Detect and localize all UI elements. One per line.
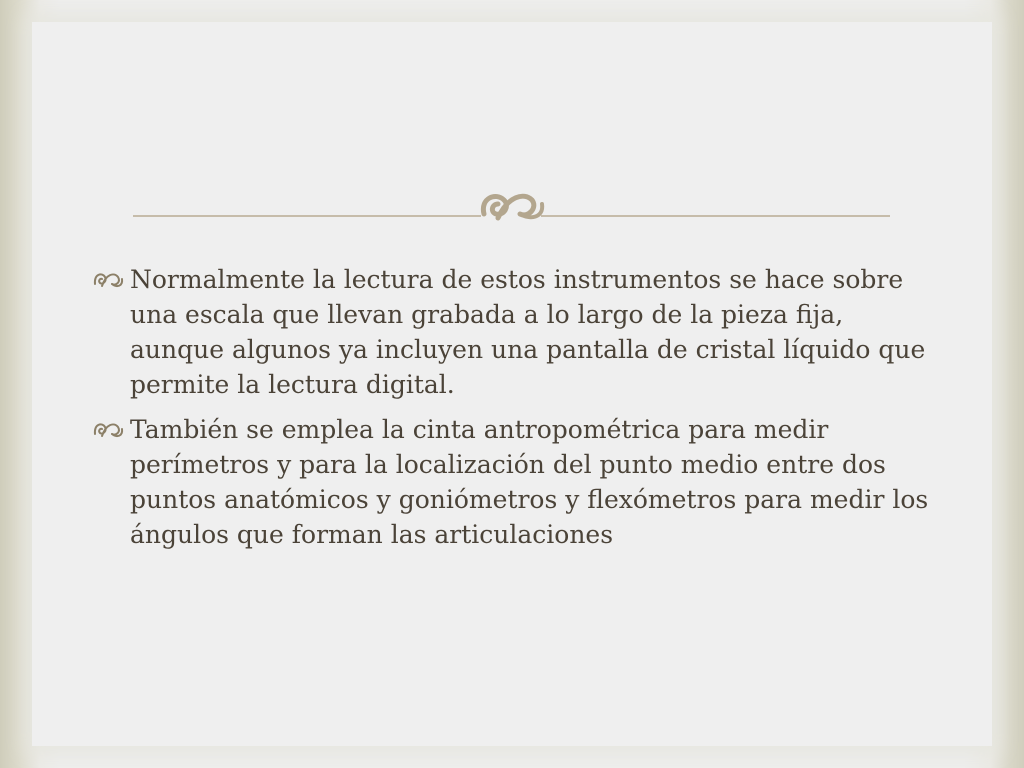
bullet-text: Normalmente la lectura de estos instrumentos se hace sobre una escala que llevan grabada a lo largo de la pieza fija, aunque algunos ya incluyen una pantalla de cristal líquido que permite la lectura digital.	[130, 265, 926, 399]
scroll-bullet-icon	[92, 266, 126, 292]
list-item	[92, 262, 942, 402]
bullet-text: También se emplea la cinta antropométrica para medir perímetros y para la localización del punto medio entre dos puntos anatómicos y goniómetros y flexómetros para medir los ángulos que forman las articulaciones	[130, 415, 929, 549]
list-item	[92, 412, 942, 552]
scroll-bullet-icon	[92, 416, 126, 442]
flourish-ornament-icon	[474, 178, 554, 238]
bullet-list	[92, 262, 942, 562]
